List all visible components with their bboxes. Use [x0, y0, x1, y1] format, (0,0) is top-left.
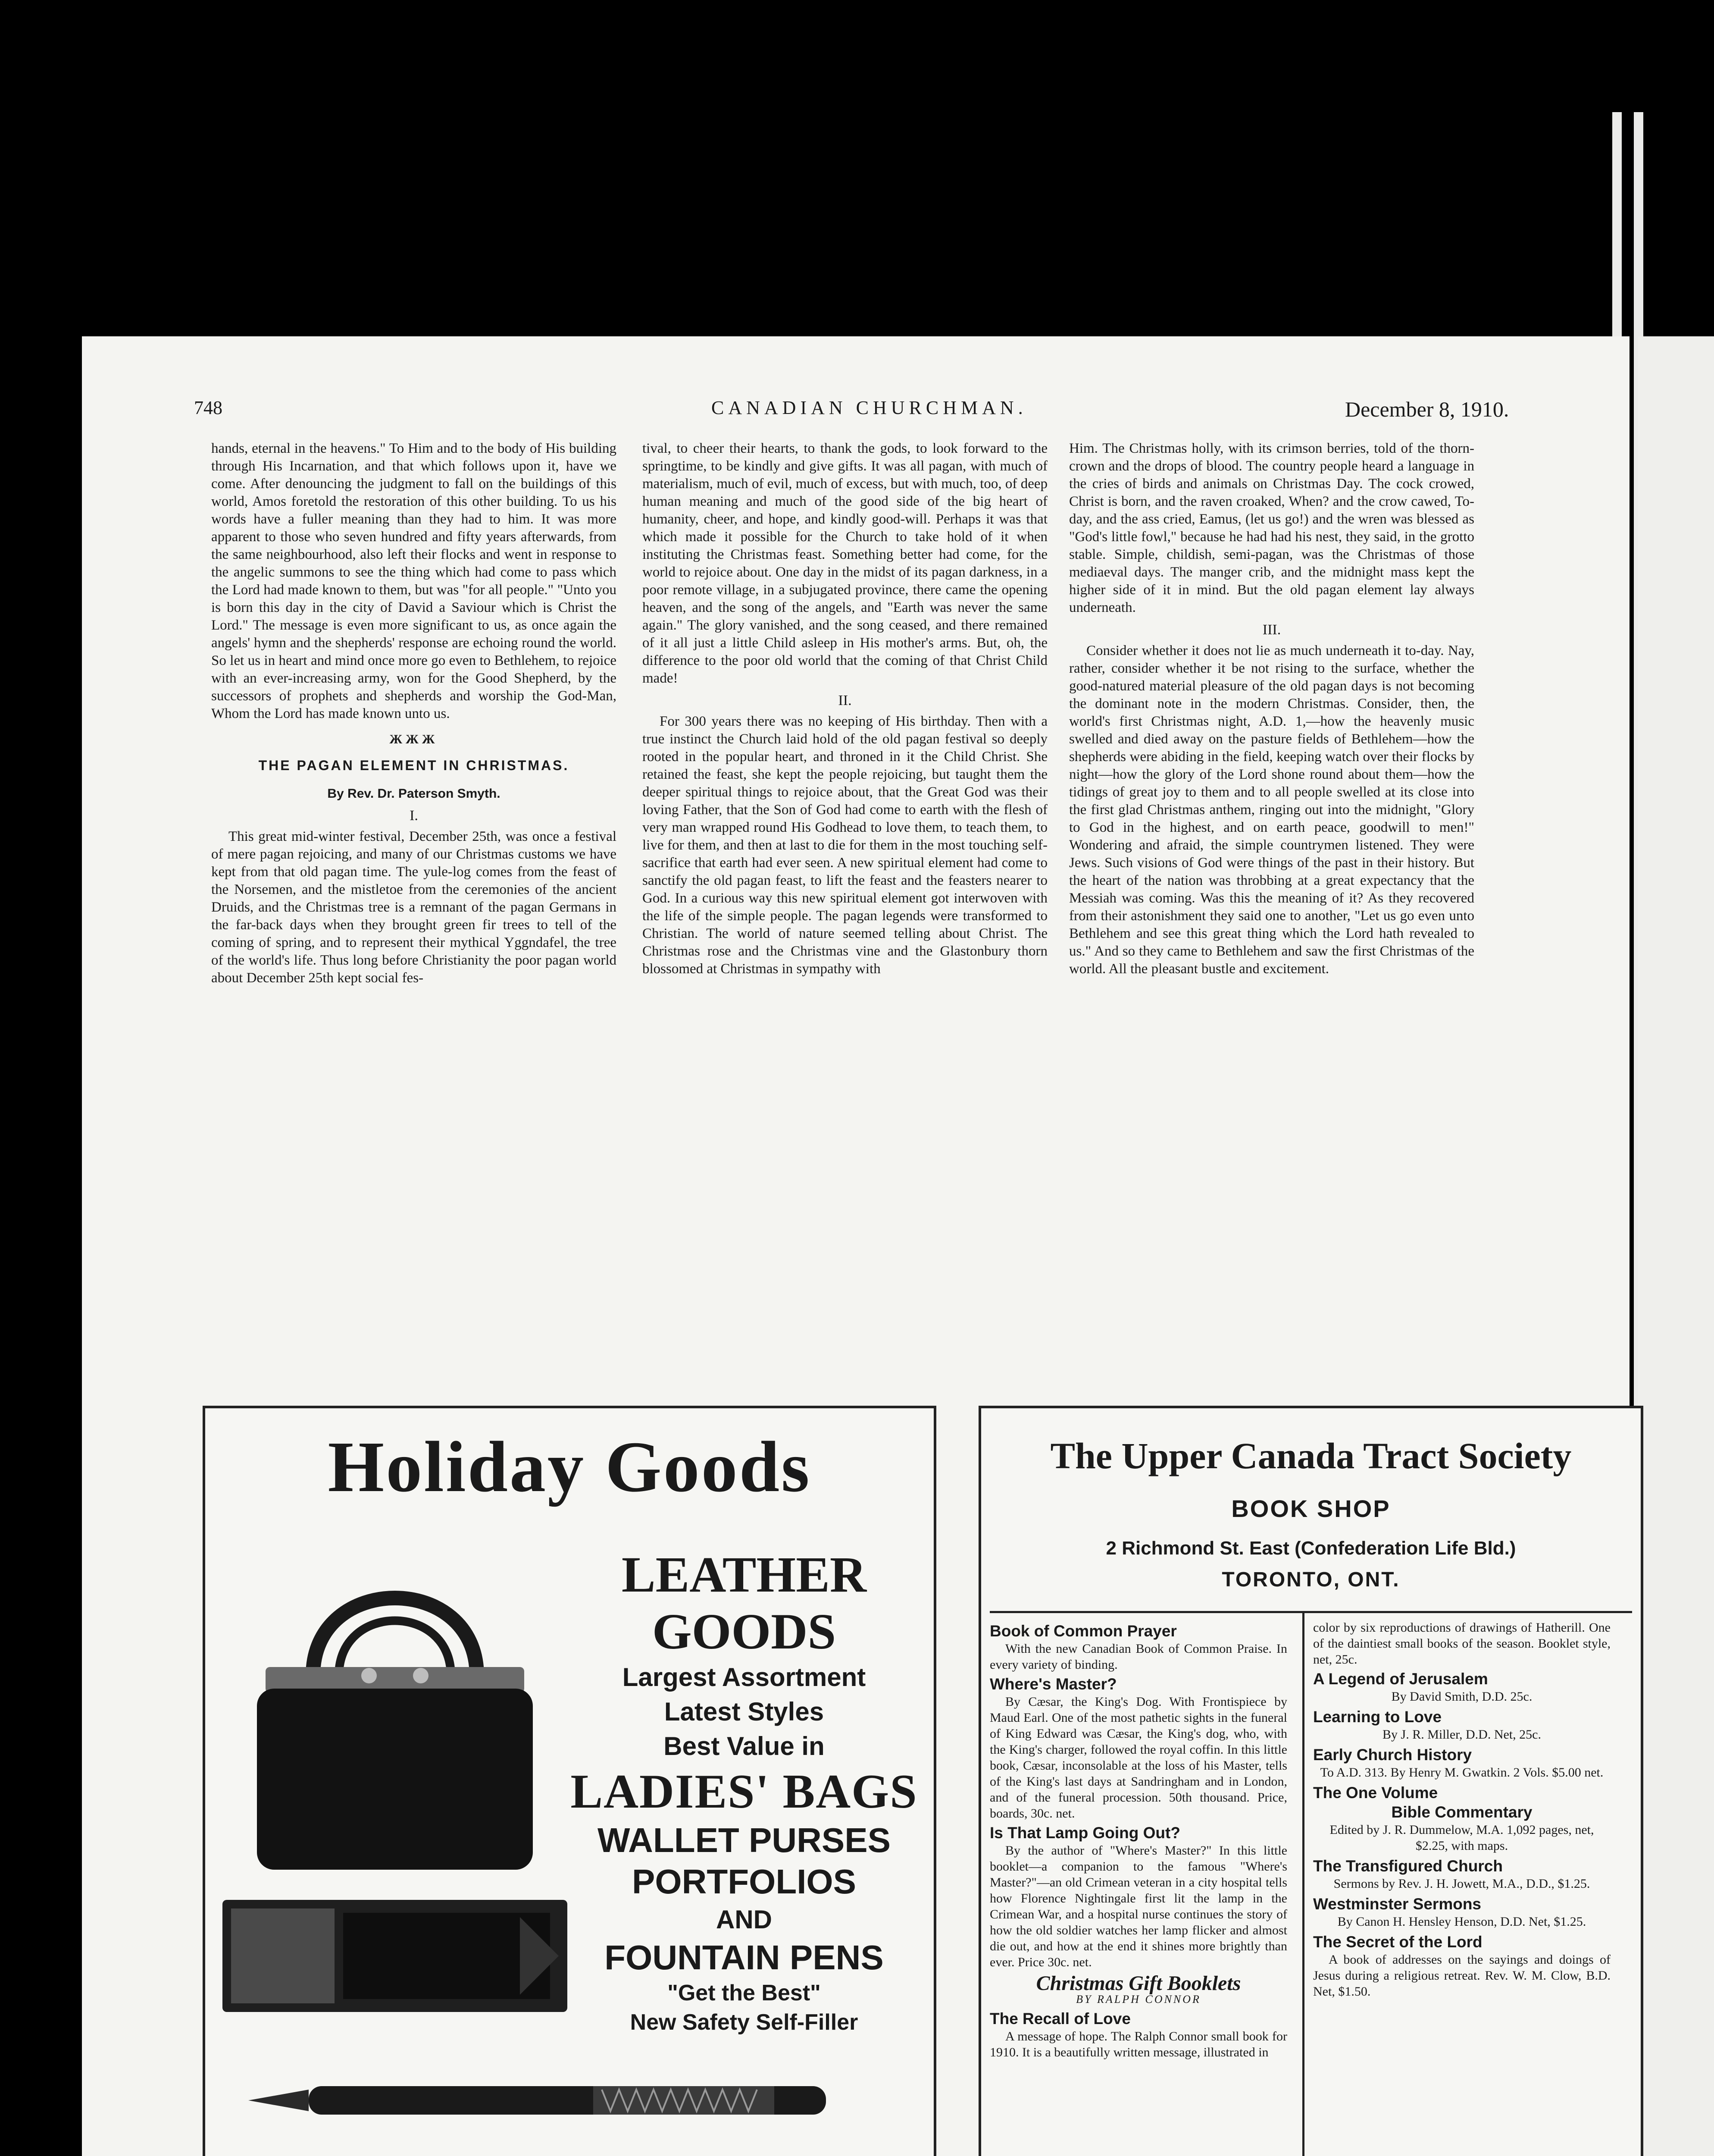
ad2-city: TORONTO, ONT. [1222, 1568, 1400, 1591]
section-number-3: III. [1262, 622, 1281, 638]
book-title: Where's Master? [990, 1675, 1117, 1693]
book-description: By the author of "Where's Master?" In this little booklet—a companion to the famous "Where's Master?"—an old Crimean veteran in a city hospital tells how Florence Nightingale first lit the lamp in the Crimean War, and a hospital nurse continues the story of how the old soldier watches her lamp flicker and almost die out, and how at the end it shines more brightly than ever. Price 30c. net. [990, 1843, 1287, 1969]
col1-paragraph-1: hands, eternal in the heavens." To Him and to the body of His building through His Incarnation, and that which follows upon it, have we come. After denouncing the judgment to fall on the buildings of this world, Amos foretold the restoration of this other building. To us his words have a fuller meaning than they had to him. It was more apparent to those who seven hundred and fifty years afterwards, from the same neighbourhood, also left their flocks and went in response to the angelic summons to see the thing which had come to pass which the Lord had made known to them, but was "for all people." "Unto you is born this day in the city of David a Saviour which is Christ the Lord." The message is even more significant to us, as once again the angels' hymn and the shepherds' response are echoing round the world. So let us in heart and mind once more go even to Bethlehem, to rejoice with an ever-increasing army, won for the Good Shepherd, by the successors of prophets and shepherds and worship the God-Man, Whom the Lord has made known unto us. [211, 441, 616, 721]
ad-wallet-purses: WALLET PURSES [597, 1821, 891, 1859]
col3-paragraph-1: Him. The Christmas holly, with its crimson berries, told of the thorn-crown and the drops of blood. The country people heard a language in the cries of birds and animals on Christmas Day. The cock crowed, Christ is born, and the raven croaked, When? and the crow cawed, To-day, and the ass cried, Eamus, (let us go!) and the wren was blessed as "God's little fowl," because he had had his nest, they said, in the grotto stable. Simple, childish, semi-pagan, was the Christmas of those mediaeval days. The manger crib, and the midnight mass kept the higher side of it in mind. But the old pagan element lay always underneath. [1069, 441, 1474, 615]
ad-latest-styles: Latest Styles [664, 1697, 824, 1726]
ad-and: AND [716, 1905, 772, 1934]
article-byline: By Rev. Dr. Paterson Smyth. [327, 787, 500, 801]
facing-page-strip [1638, 336, 1714, 2156]
tract-society-advertisement [979, 1406, 1643, 2156]
ad-largest-assortment: Largest Assortment [622, 1663, 866, 1692]
column-2 [642, 440, 1048, 982]
section-separator: ЖЖЖ [389, 732, 438, 746]
book-title: Learning to Love [1313, 1708, 1442, 1726]
book-description: To A.D. 313. By Henry M. Gwatkin. 2 Vols. $5.00 net. [1320, 1765, 1604, 1780]
ad-safety-self-filler: New Safety Self-Filler [630, 2010, 858, 2035]
wallet-illustration [222, 1900, 567, 2012]
column-1 [211, 440, 616, 991]
issue-date: December 8, 1910. [1345, 397, 1509, 421]
ad-headline: Holiday Goods [328, 1427, 811, 1507]
book-title: Is That Lamp Going Out? [990, 1824, 1180, 1842]
book-description: Sermons by Rev. J. H. Jowett, M.A., D.D., $1.25. [1333, 1877, 1590, 1891]
col2-paragraph-1: tival, to cheer their hearts, to thank the gods, to look forward to the springtime, to be kindly and give gifts. It was all pagan, with much of materialism, much of evil, much of excess, but with much, too, of deep human meaning and much of the good side of the big heart of humanity, cheer, and hope, and kindly good-will. Perhaps it was that which made it possible for the Church to take hold of it when instituting the Christmas feast. Something better had come, for the world to rejoice about. One day in the midst of its pagan darkness, in a poor remote village, in a subjugated province, there came the opening heaven, and the song of the angels, and "Earth was never the same again." The glory vanished, and the song ceased, and there remained of it all just a little Child asleep in His mother's arms. But, oh, the difference to the poor old world that the coming of that Christ Child made! [642, 441, 1048, 686]
book-title: The One Volume [1313, 1784, 1438, 1802]
book-description: A message of hope. The Ralph Connor small book for 1910. It is a beautifully written message, illustrated in [990, 2029, 1287, 2059]
book-description: Edited by J. R. Dummelow, M.A. 1,092 pages, net, $2.25, with maps. [1329, 1823, 1594, 1853]
book-title: The Transfigured Church [1313, 1857, 1503, 1875]
fountain-pen-illustration [248, 2081, 852, 2120]
ad-fountain-pens: FOUNTAIN PENS [604, 1938, 884, 1977]
ad-best-value: Best Value in [663, 1732, 825, 1761]
book-description: A book of addresses on the sayings and doings of Jesus during a religious retreat. Rev. W. M. Clow, B.D. Net, $1.50. [1313, 1952, 1611, 1999]
ad-goods: GOODS [652, 1603, 836, 1660]
newspaper-page [82, 336, 1630, 2156]
ad-get-the-best: "Get the Best" [667, 1981, 821, 2006]
ad2-title: The Upper Canada Tract Society [1050, 1435, 1572, 1476]
ad-product-list [567, 1546, 921, 2037]
book-title: The Recall of Love [990, 2010, 1131, 2028]
ad2-column-rule [1302, 1611, 1304, 2156]
book-description: color by six reproductions of drawings of Hatherill. One of the daintiest small books of the season. Booklet style, net, 25c. [1313, 1620, 1611, 1667]
ad2-left-column [990, 1620, 1287, 2064]
book-title: Westminster Sermons [1313, 1895, 1481, 1913]
section-number-2: II. [838, 693, 852, 708]
section-number-1: I. [410, 808, 418, 824]
book-title: The Secret of the Lord [1313, 1933, 1483, 1951]
ad2-address: 2 Richmond St. East (Confederation Life Bld.) [1106, 1538, 1516, 1559]
page-header [82, 397, 1630, 431]
ad-ladies-bags: LADIES' BAGS [570, 1765, 918, 1818]
book-description: By Canon H. Hensley Henson, D.D. Net, $1.25. [1337, 1915, 1586, 1929]
ad2-subtitle: BOOK SHOP [1231, 1495, 1391, 1522]
book-title: Early Church History [1313, 1746, 1472, 1764]
book-description: By J. R. Miller, D.D. Net, 25c. [1382, 1727, 1541, 1742]
col3-paragraph-2: Consider whether it does not lie as much underneath it to-day. Nay, rather, consider whether it be not rising to the surface, whether the good-natured material pleasure of the old pagan days is not becoming the dominant note in the modern Christmas. Consider, then, the world's first Christmas night, A.D. 1,—how the heavenly music swelled and died away on the pasture fields of Bethlehem—how the shepherds were abiding in the field, keeping watch over their flocks by night—how the glory of the Lord shone round about them—how the tidings of great joy to them and to all people swelled at its close into the first glad Christmas anthem, ringing out into the midnight, "Glory to God in the highest, and on earth peace, goodwill to men!" Wondering and afraid, the simple countrymen listened. They were Jews. Such visions of God were things of the past in their history. But the heart of the nation was throbbing at a great expectancy that the Messiah was coming. Was this the meaning of it? As they recovered from their astonishment they said one to another, "Let us go even unto Bethlehem and see this great thing which the Lord hath revealed to us." And so they came to Bethlehem and saw the first Christmas of the world. All the pleasant bustle and excitement. [1069, 643, 1474, 977]
book-description: By Cæsar, the King's Dog. With Frontispiece by Maud Earl. One of the most pathetic sights in the funeral of King Edward was Cæsar, the King's dog, who, with the King's charger, followed the royal coffin. In this little book, Cæsar, inconsolable at the loss of his Master, tells of the King's last days at Sandringham and in London, and of the funeral procession. 50th thousand. Price, boards, 30c. net. [990, 1695, 1287, 1821]
column-3 [1069, 440, 1474, 982]
gift-booklets-heading: Christmas Gift Booklets [1036, 1972, 1241, 1995]
ad-portfolios: PORTFOLIOS [632, 1862, 856, 1901]
book-description: By David Smith, D.D. 25c. [1391, 1689, 1533, 1704]
col2-paragraph-2: For 300 years there was no keeping of His birthday. Then with a true instinct the Church laid hold of the old pagan festival so deeply rooted in the popular heart, and throned in it the Child Christ. She retained the feast, she kept the people rejoicing, but taught them the deeper spiritual things to rejoice about, that the Great God was their loving Father, that the Son of God had come to earth with the flesh of very man wrapped round His Godhead to love them, to teach them, to live for them, and then at last to die for them in the most touching self-sacrifice that earth had ever seen. A new spiritual element had come to sanctify the old pagan feast, to lift the feast and the feasters nearer to God. In a curious way this new spiritual element got interwoven with the life of the simple people. The pagan legends were transformed to Christian. The world of nature seemed telling about Christ. The Christmas rose and the Christmas vine and the Glastonbury thorn blossomed at Christmas in sympathy with [642, 714, 1048, 977]
ad2-right-column [1313, 1620, 1611, 2003]
book-description: With the new Canadian Book of Common Praise. In every variety of binding. [990, 1642, 1287, 1672]
handbag-illustration [240, 1546, 550, 1874]
publication-title: CANADIAN CHURCHMAN. [711, 397, 1027, 418]
article-title: THE PAGAN ELEMENT IN CHRISTMAS. [258, 758, 569, 773]
ad2-rule [990, 1611, 1632, 1613]
ad-leather: LEATHER [621, 1546, 867, 1603]
book-title: A Legend of Jerusalem [1313, 1670, 1488, 1688]
book-title: Book of Common Prayer [990, 1622, 1177, 1640]
page-number: 748 [194, 397, 222, 418]
book-title-line-2: Bible Commentary [1391, 1803, 1533, 1821]
col1-paragraph-2: This great mid-winter festival, December 25th, was once a festival of mere pagan rejoicing, and many of our Christmas customs we have kept from that old pagan time. The yule-log comes from the feast of the Norsemen, and the mistletoe from the ceremonies of the ancient Druids, and the Christmas tree is a remnant of the pagan Germans in the far-back days when they brought green fir trees to tell of the coming of spring, and to represent their mythical Yggndafel, the tree of the world's life. Thus long before Christianity the poor pagan world about December 25th kept social fes- [211, 829, 616, 986]
brown-bros-advertisement [203, 1406, 936, 2156]
gift-booklets-author: BY RALPH CONNOR [1076, 1993, 1201, 2006]
